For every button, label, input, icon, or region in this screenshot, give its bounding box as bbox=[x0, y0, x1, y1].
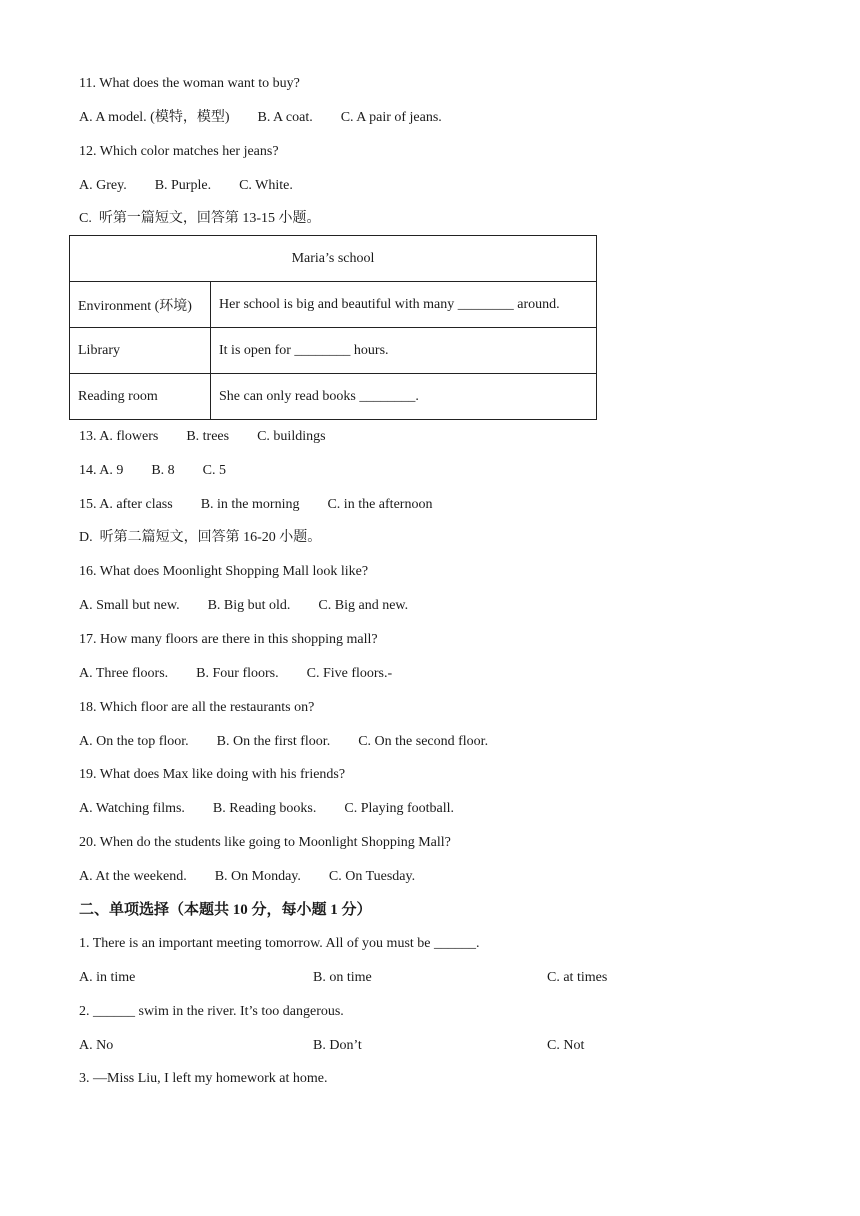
question-16-options: A. Small but new. B. Big but old. C. Big and new. bbox=[79, 598, 409, 613]
question-18-options: A. On the top floor. B. On the first floor. C. On the second floor. bbox=[79, 734, 489, 749]
question-11-options: A. A model. (模特，模型) B. A coat. C. A pair of jeans. bbox=[79, 110, 442, 125]
question-12-options: A. Grey. B. Purple. C. White. bbox=[79, 178, 293, 193]
question-15: 15. A. after class B. in the morning C. in the afternoon bbox=[79, 497, 433, 512]
question-20-options: A. At the weekend. B. On Monday. C. On Tuesday. bbox=[79, 869, 416, 884]
section-d-heading: D. 听第二篇短文，回答第 16-20 小题。 bbox=[79, 530, 322, 545]
question-20: 20. When do the students like going to Moonlight Shopping Mall? bbox=[79, 835, 451, 850]
table-row-label: Reading room bbox=[70, 374, 211, 420]
question-13: 13. A. flowers B. trees C. buildings bbox=[79, 429, 326, 444]
choice-2-option-c: C. Not bbox=[547, 1038, 585, 1053]
part-two-heading: 二、单项选择（本题共 10 分，每小题 1 分） bbox=[79, 902, 372, 918]
table-row bbox=[70, 328, 597, 374]
maria-school-table bbox=[69, 235, 597, 420]
choice-2-option-a: A. No bbox=[79, 1038, 114, 1053]
choice-question-1: 1. There is an important meeting tomorrow. All of you must be ______. bbox=[79, 936, 480, 951]
choice-question-3: 3. —Miss Liu, I left my homework at home. bbox=[79, 1071, 328, 1086]
table-row bbox=[70, 236, 597, 282]
choice-1-option-a: A. in time bbox=[79, 970, 136, 985]
table-row-text: It is open for ________ hours. bbox=[211, 328, 597, 374]
choice-1-option-b: B. on time bbox=[313, 970, 372, 985]
choice-question-2: 2. ______ swim in the river. It’s too dangerous. bbox=[79, 1004, 344, 1019]
choice-1-option-c: C. at times bbox=[547, 970, 608, 985]
table-row bbox=[70, 374, 597, 420]
section-c-heading: C. 听第一篇短文，回答第 13-15 小题。 bbox=[79, 211, 321, 226]
question-16: 16. What does Moonlight Shopping Mall look like? bbox=[79, 564, 369, 579]
table-title: Maria’s school bbox=[70, 236, 597, 282]
choice-2-option-b: B. Don’t bbox=[313, 1038, 362, 1053]
question-18: 18. Which floor are all the restaurants on? bbox=[79, 700, 315, 715]
question-17-options: A. Three floors. B. Four floors. C. Five floors.- bbox=[79, 666, 393, 681]
table-row-text: Her school is big and beautiful with many ________ around. bbox=[211, 282, 597, 328]
question-11: 11. What does the woman want to buy? bbox=[79, 76, 300, 91]
table-row-text: She can only read books ________. bbox=[211, 374, 597, 420]
question-12: 12. Which color matches her jeans? bbox=[79, 144, 279, 159]
table-row-label: Library bbox=[70, 328, 211, 374]
question-19-options: A. Watching films. B. Reading books. C. Playing football. bbox=[79, 801, 455, 816]
table-row bbox=[70, 282, 597, 328]
question-17: 17. How many floors are there in this shopping mall? bbox=[79, 632, 378, 647]
table-row-label: Environment (环境) bbox=[70, 282, 211, 328]
question-14: 14. A. 9 B. 8 C. 5 bbox=[79, 463, 227, 478]
question-19: 19. What does Max like doing with his friends? bbox=[79, 767, 346, 782]
